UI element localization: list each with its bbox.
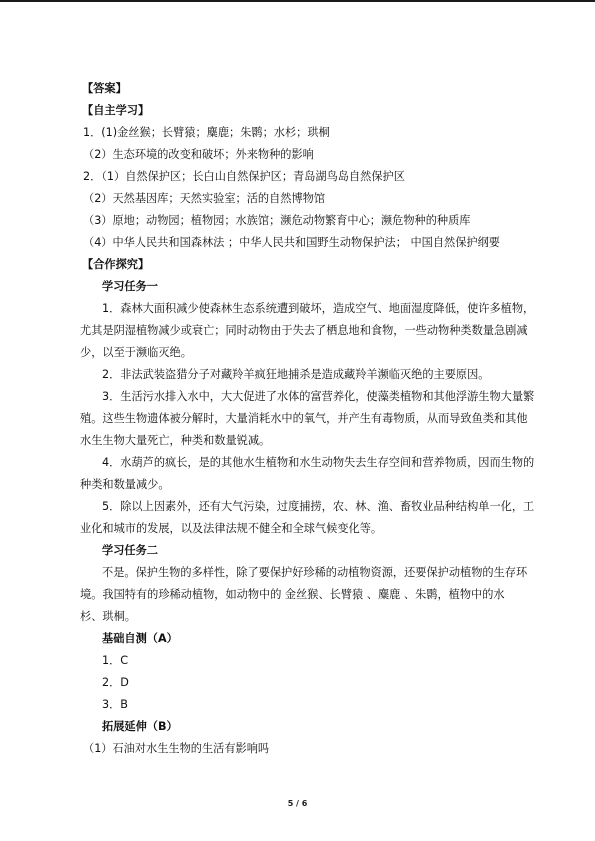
text-line: 业化和城市的发展，以及法律法规不健全和全球气候变化等。 [80,522,383,535]
text-line: 1．(1)金丝猴；长臂猿；麋鹿；朱鹮；水杉；珙桐 [83,126,330,139]
answer-item: 2．D [102,676,129,689]
text-line: 杉、珙桐。 [80,610,136,623]
section-heading-basic-test: 基础自测（A） [102,632,178,645]
answer-item: 1．C [102,654,129,667]
text-line: （2）生态环境的改变和破坏；外来物种的影响 [83,148,314,161]
text-line: （1）石油对水生生物的生活有影响吗 [83,742,270,755]
text-line: 4．水葫芦的疯长，是的其他水生植物和水生动物失去生存空间和营养物质，因而生物的 [102,456,535,469]
page-number: 5 / 6 [287,799,308,808]
text-line: （4）中华人民共和国森林法 ；中华人民共和国野生动物保护法； 中国自然保护纲要 [83,236,500,249]
page-top-rule [0,0,595,2]
section-heading-extension: 拓展延伸（B） [102,720,178,733]
text-line: 尤其是阴湿植物减少或衰亡；同时动物由于失去了栖息地和食物，一些动物种类数量急剧减 [80,324,528,337]
text-line: 境。我国特有的珍稀动植物，如动物中的 金丝猴、长臂猿 、麋鹿 、朱鹮，植物中的水 [80,588,505,601]
section-heading-cooperative-inquiry: 【合作探究】 [82,258,150,271]
task-heading-two: 学习任务二 [102,544,158,557]
answer-document-body [80,78,535,760]
text-line: 2．非法武装盗猎分子对藏羚羊疯狂地捕杀是造成藏羚羊濒临灭绝的主要原因。 [102,368,490,381]
text-line: （3）原地；动物园；植物园；水族馆；濒危动物繁育中心；濒危物种的种质库 [83,214,471,227]
answer-item: 3．B [102,698,128,711]
text-line: 种类和数量减少。 [80,478,170,491]
text-line: 殖。这些生物遗体被分解时，大量消耗水中的氧气，并产生有毒物质，从而导致鱼类和其他 [80,412,528,425]
task-heading-one: 学习任务一 [102,280,158,293]
text-line: 3．生活污水排入水中，大大促进了水体的富营养化，使藻类植物和其他浮游生物大量繁 [102,390,535,403]
answer-heading: 【答案】 [82,82,127,95]
text-line: 1．森林大面积减少使森林生态系统遭到破坏，造成空气、地面湿度降低，使许多植物， [102,302,535,315]
section-heading-self-study: 【自主学习】 [82,104,150,117]
text-line: 少，以至于濒临灭绝。 [80,346,192,359]
text-line: （2）天然基因库；天然实验室；活的自然博物馆 [83,192,326,205]
text-line: 2．（1）自然保护区；长白山自然保护区；青岛湖鸟岛自然保护区 [83,170,405,183]
text-line: 5．除以上因素外，还有大气污染，过度捕捞，农、林、渔、畜牧业品种结构单一化，工 [102,500,535,513]
text-line: 水生生物大量死亡，种类和数量锐减。 [80,434,271,447]
text-line: 不是。保护生物的多样性，除了要保护好珍稀的动植物资源，还要保护动植物的生存环 [102,566,528,579]
